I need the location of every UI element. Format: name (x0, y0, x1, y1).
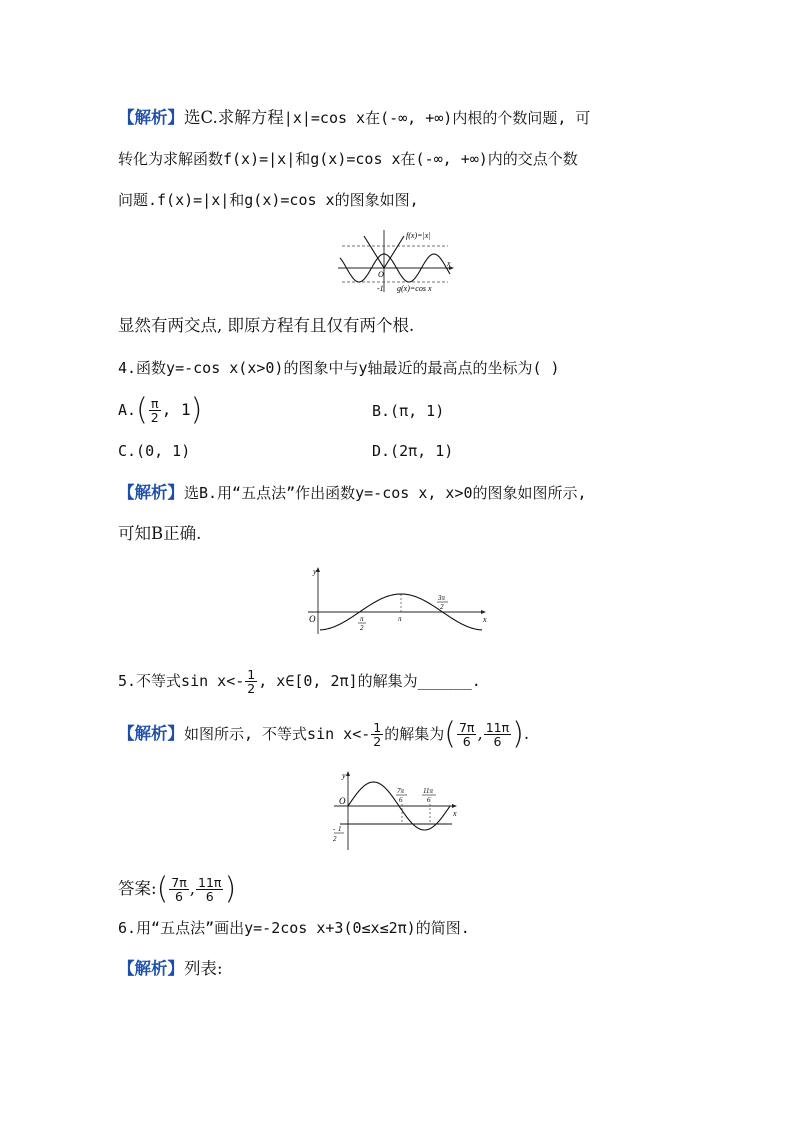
eleven-pi-num: 11π (423, 787, 433, 795)
origin-label: O (378, 270, 384, 279)
solution-text: |x|=cos x在(-∞, +∞)内根的个数问题, 可 (283, 109, 591, 127)
origin-label: O (309, 614, 316, 624)
solution-text: 选C.求解方程 (184, 108, 284, 127)
conclusion-line: 显然有两交点, 即原方程有且仅有两个根. (118, 316, 415, 335)
option-a: A.( $\frac{\pi}{2}$ , 1) (118, 392, 203, 428)
solution-line-2: 转化为求解函数f(x)=|x|和g(x)=cos x在(-∞, +∞)内的交点个数 (118, 150, 578, 168)
fraction: $\frac{\pi}{2}$ (150, 396, 159, 425)
half-pi-den: 2 (360, 624, 364, 632)
x-axis-arrow (452, 804, 457, 808)
abs-cos-graph (336, 226, 458, 294)
solution-tag: 【解析】 (118, 483, 184, 502)
half-pi-num: π (360, 615, 364, 623)
g-label: g(x)=cos x (397, 284, 432, 293)
origin-label: O (339, 796, 346, 806)
q5-answer: 答案:( $\frac{7\pi}{6}$ , $\frac{11\pi}{6}$ ) (118, 871, 237, 907)
x-label: x (453, 809, 457, 818)
question-6-stem: 6.用“五点法”画出y=-2cos x+3(0≤x≤2π)的简图. (118, 919, 470, 937)
y-axis-arrow (346, 771, 350, 776)
x-label: x (447, 259, 451, 268)
seven-pi-den: 6 (399, 796, 403, 804)
neg-half-num: 1 (338, 825, 342, 833)
q6-solution-line: 【解析】列表: (118, 959, 223, 978)
x-label: x (483, 615, 487, 624)
q4-solution-line-2: 可知B正确. (118, 524, 202, 543)
solution-tag: 【解析】 (118, 959, 184, 978)
three-half-pi-den: 2 (440, 603, 444, 611)
y-label: y (313, 567, 317, 576)
q5-solution-line: 【解析】如图所示, 不等式sin x<- $\frac{1}{2}$ 的解集为( $\frac{7\pi}{6}$ , $\frac{11\pi}{6}$ ). (118, 716, 530, 752)
x-axis-arrow (481, 610, 486, 614)
f-label: f(x)=|x| (406, 231, 431, 240)
neg-cos-graph (306, 564, 492, 636)
solution-tag: 【解析】 (118, 724, 184, 743)
solution-line-3: 问题.f(x)=|x|和g(x)=cos x的图象如图, (118, 191, 419, 209)
three-half-pi-num: 3π (438, 594, 446, 602)
neg-half-den: 2 (333, 835, 337, 843)
y-label: y (342, 771, 346, 780)
option-c: C.(0, 1) (118, 442, 191, 460)
option-b: B.(π, 1) (372, 402, 445, 420)
sin-graph (330, 768, 466, 852)
y-axis-arrow (316, 567, 320, 572)
pi-label: π (398, 615, 402, 623)
solution-line-1 (118, 107, 590, 129)
question-5-stem: 5.不等式sin x<- $\frac{1}{2}$ , x∈[0, 2π]的解集为______. (118, 667, 481, 696)
question-4-stem: 4.函数y=-cos x(x>0)的图象中与y轴最近的最高点的坐标为( ) (118, 359, 560, 377)
eleven-pi-den: 6 (427, 796, 431, 804)
neg-one-label: -1 (377, 284, 384, 293)
svg-text:-: - (333, 825, 336, 833)
option-d: D.(2π, 1) (372, 442, 454, 460)
q4-solution-line-1: 【解析】选B.用“五点法”作出函数y=-cos x, x>0的图象如图所示, (118, 483, 587, 502)
solution-tag: 【解析】 (118, 108, 184, 127)
seven-pi-num: 7π (397, 787, 405, 795)
